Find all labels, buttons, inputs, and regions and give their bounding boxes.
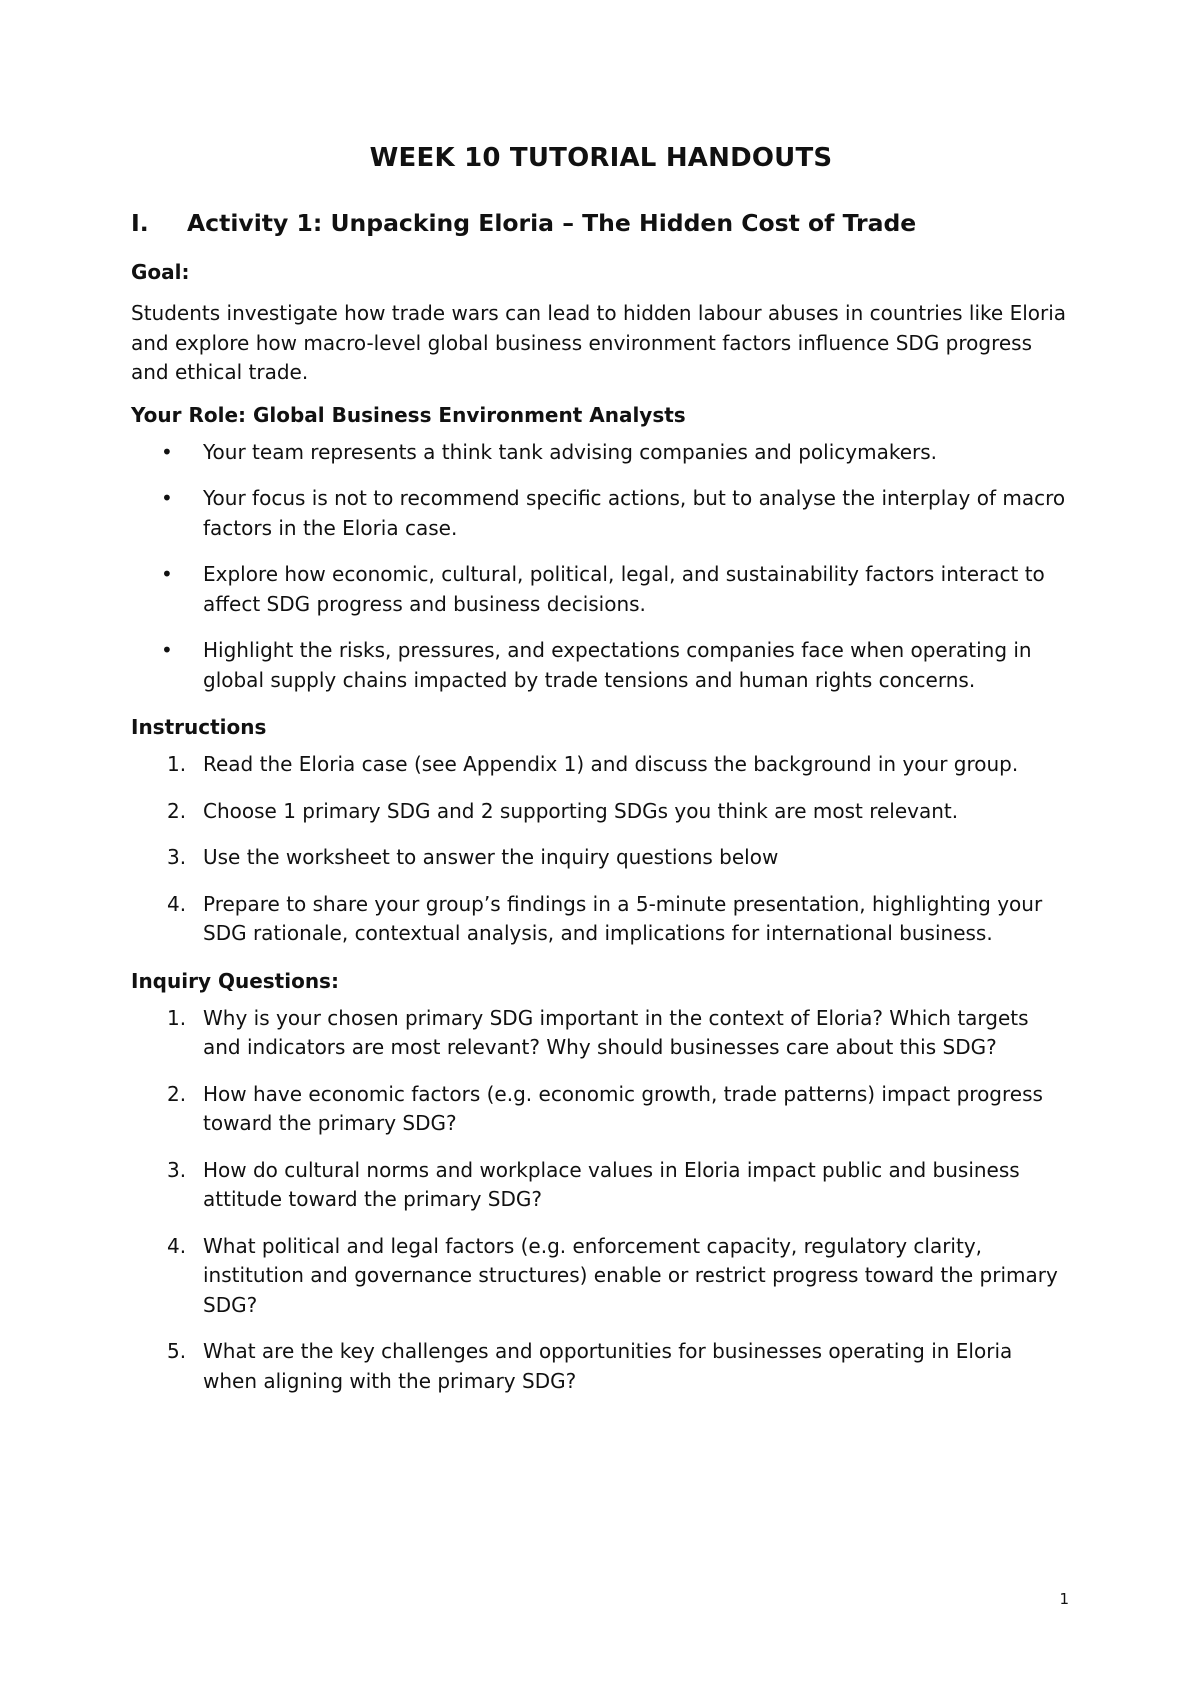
- role-label: Your Role: Global Business Environment Analysts: [131, 402, 686, 427]
- list-item: [131, 797, 1071, 827]
- page-content: [131, 140, 1071, 1413]
- item-text: Read the Eloria case (see Appendix 1) and discuss the background in your group.: [203, 752, 1019, 776]
- item-number: 1.: [167, 1005, 187, 1030]
- section-heading: [131, 207, 1071, 239]
- page-number: 1: [1059, 1590, 1069, 1608]
- list-item: [131, 636, 1071, 695]
- document-title: WEEK 10 TUTORIAL HANDOUTS: [369, 143, 833, 173]
- list-item: [131, 1004, 1071, 1063]
- item-number: 3.: [167, 1157, 187, 1182]
- item-number: 4.: [167, 891, 187, 916]
- instructions-list: [131, 750, 1071, 949]
- goal-label: Goal:: [131, 260, 190, 284]
- item-number: 3.: [167, 845, 187, 869]
- item-text: Use the worksheet to answer the inquiry questions below: [203, 845, 779, 869]
- bullet-marker: •: [161, 486, 173, 510]
- section-heading-text: Activity 1: Unpacking Eloria – The Hidden Cost of Trade: [187, 209, 917, 237]
- item-number: 2.: [167, 1081, 187, 1106]
- bullet-marker: •: [161, 638, 173, 662]
- item-text: Prepare to share your group’s findings in a 5-minute presentation, highlighting your SDG rationale, contextual analysis, and implications for international business.: [203, 891, 1043, 945]
- list-item: [131, 750, 1071, 780]
- item-number: 5.: [167, 1339, 187, 1363]
- item-text: How have economic factors (e.g. economic growth, trade patterns) impact progress toward the primary SDG?: [203, 1081, 1043, 1135]
- item-text: What political and legal factors (e.g. enforcement capacity, regulatory clarity, institution and governance structures) enable or restrict progress toward the primary SDG?: [203, 1233, 1058, 1317]
- bullet-text: Highlight the risks, pressures, and expectations companies face when operating in global supply chains impacted by trade tensions and human rights concerns.: [203, 638, 1032, 692]
- bullet-text: Explore how economic, cultural, political, legal, and sustainability factors interact to affect SDG progress and business decisions.: [203, 562, 1045, 616]
- item-text: What are the key challenges and opportunities for businesses operating in Eloria when aligning with the primary SDG?: [203, 1339, 1013, 1393]
- list-item: [131, 1080, 1071, 1139]
- item-text: Choose 1 primary SDG and 2 supporting SDGs you think are most relevant.: [203, 798, 959, 823]
- inquiry-questions-label: Inquiry Questions:: [131, 968, 339, 993]
- inquiry-questions-list: [131, 1004, 1071, 1397]
- section-numeral: I.: [131, 209, 149, 237]
- list-item: [131, 1232, 1071, 1321]
- bullet-marker: •: [161, 439, 173, 464]
- list-item: [131, 438, 1071, 468]
- list-item: [131, 1337, 1071, 1396]
- list-item: [131, 560, 1071, 619]
- list-item: [131, 1156, 1071, 1215]
- item-number: 1.: [167, 752, 187, 776]
- instructions-label: Instructions: [131, 715, 267, 739]
- bullet-text: Your focus is not to recommend specific actions, but to analyse the interplay of macro factors in the Eloria case.: [203, 486, 1066, 540]
- bullet-marker: •: [161, 562, 173, 586]
- role-bullet-list: [131, 438, 1071, 696]
- item-number: 2.: [167, 798, 187, 823]
- goal-text: Students investigate how trade wars can lead to hidden labour abuses in countries like Eloria and explore how macro-level global business environment factors influence SDG progress and ethical trade.: [131, 301, 1067, 384]
- item-text: How do cultural norms and workplace values in Eloria impact public and business attitude toward the primary SDG?: [203, 1157, 1020, 1211]
- list-item: [131, 890, 1071, 949]
- list-item: [131, 484, 1071, 543]
- list-item: [131, 843, 1071, 873]
- bullet-text: Your team represents a think tank advising companies and policymakers.: [203, 439, 938, 464]
- item-text: Why is your chosen primary SDG important in the context of Eloria? Which targets and indicators are most relevant? Why should businesses care about this SDG?: [203, 1005, 1029, 1059]
- item-number: 4.: [167, 1233, 187, 1258]
